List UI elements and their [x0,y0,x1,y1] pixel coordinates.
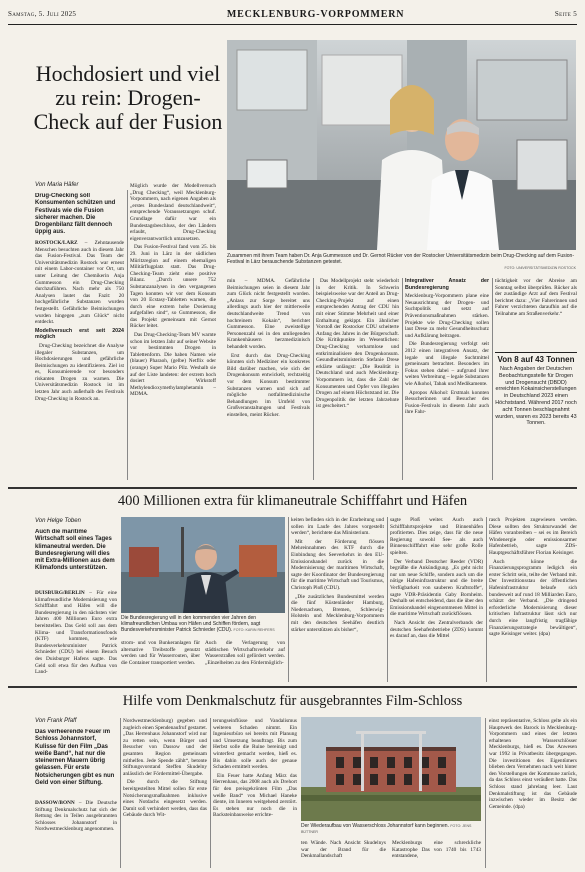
article1-headline: Hochdosiert und viel zu rein: Drogen-Check auf der Fusion [33,61,223,134]
article3-photo [301,717,481,821]
page-header [8,4,577,25]
article3-caption [301,823,481,835]
article2-author: Von Helge Toben [35,518,81,524]
article1-col1-p2: Drug-Checking bezeichnet die Analyse illegaler Substanzen, um Hochdosierungen und gefährliche Beimischungen zu identifizieren. Ziel ist es, Konsumierende vor besonders riskanten Drogen zu warnen. Die Universitätsmedizin Rostock ist im letzten Jahr auch außerhalb des Festivals Drug-Checking in Rostock an. [35,342,124,402]
article1-col2-p2: Das Fusion-Festival fand vom 25. bis 29. Juni in Lärz in der südlichen Müritzregion auf einem ehemaligen Militärflugplatz statt. Das Drug-Checking-Team zieht eine positive Bilanz. „Durch unsere 752 Substanzanalysen in den vergangenen Tagen konnten wir vor dem Konsum von 20 Ecstasy-Tabletten warnen, die durch eine extrem hohe Dosierung aufgefallen sind“, so Gummesson, die das Projekt gemeinsam mit Gernot Rücker leitet. [130,244,216,330]
article1-infobox [495,352,577,463]
article2-col6 [489,517,577,682]
article3-caption-text: Der Wiederaufbau von Wasserschloss Johannstorf kann beginnen. [301,823,449,829]
article3-col2-p1: Nordwestmecklenburg) gegeben und zugleich einen Spendenaufruf gestartet. „Das Herrenhaus Johannstorf wird nur zu retten sein, wenn Bürger und Besucher von Dassow und der gesamten Region gemeinsam mithelfen. Jede Spende zählt“, betonte Stiftungsvorstand Steffen Skudelny anlässlich der Fördermittel-Übergabe. [123,718,207,777]
article1-col5 [405,278,489,480]
article2-col4-p1: keiten befinden sich in der Erarbeitung und sollen im Laufe des Jahres vorgestellt werden“, berichtete das Ministerium. [291,517,384,537]
article2-col5-p3: Nach Ansicht des Zentralverbands der deutschen Seehafenbetriebe (ZDS) kommt es darauf an, dass die Mittel [390,619,483,640]
article3-photo-credit: FOTO: JENS BÜTTNER [301,824,472,834]
minister-photo-illustration [121,517,285,613]
article3-col1-p1: – Die Deutsche Stiftung Denkmalschutz hat sich der Rettung des in Teilen ausgebrannten Schlosses Johannstorf in Nordwestmecklenburg angenommen. [35,800,117,833]
article1-col4-p1: Das Modellprojekt steht wiederholt in der Kritik. In Schwerin beispielsweise war der Anteil an Drug-Checking-Projekt auf einen entsprechenden Antrag der CDU hin mit einer Stimme Mehrheit und einer Enthaltung gekippt. Ein ähnlicher Vorstoß der Rostocker CDU scheiterte Anfang des Jahres in der Bürgerschaft. Die Kritikpunkte im Wesentlichen: Drug-Checking verharmlose und entkriminalisiere den Drogenkonsum. Gesundheitsministerin Stefanie Drese erklärte unlängst: „Die Realität in Deutschland und auch Mecklenburg-Vorpommern ist, dass die Zahl der Konsumenten und Opfer von illegalen Drogen auf einem Höchststand ist. Die Drogenpolitik der letzten Jahrzehnte ist gescheitert.“ [316,278,399,410]
article2-col3 [205,640,285,682]
article2-col6-p2: Auch könne die Finanzierungsprogramm ledigich ein erster Schritt sein, teilte der Verband mit. Der Investitionsstau der öffentlichen Hafeninfrastruktur belaufe sich bundesweit auf rund 18 Milliarden Euro, schätzt der Verband. „Die dringend erforderliche Modernisierung dieser kritischen Infrastruktur lässt sich nur durch eine langfristig tragfähige Finanzierungsstrategie bewältigen“, sagte Keisinger weiter. (dpa) [489,558,577,638]
article1-col3 [227,278,310,480]
article2-col5-p2: Der Verband Deutscher Reeder (VDR) begrüßte die Ankündigung. „Es geht nicht nur um neue Schiffe, sondern auch um die nötige Hafeninfrastruktur und die breite Verfügbarkeit von sauberen Kraftstoffe“, sagte VDR-Präsidentin Gaby Bornheim. Deshalb sei entscheidend, dass die über den Emissionshandel eingenommenen Mittel in die maritime Wirtschaft zurückflössen. [390,558,483,618]
lab-photo-illustration [227,40,576,250]
header-date: Samstag, 5. Juli 2025 [8,10,77,18]
article2-col1-p1: – Für eine klimafreundliche Modernisierung von Schifffahrt und Häfen will die Bundesregierung in den nächsten vier Jahren 400 Millionen Euro extra bereitstellen. Das Geld soll aus dem Klima- und Transformationsfonds (KTF) kommen, wie Bundesverkehrsminister Patrick Schnieder (CDU) bei einem Besuch des Duisburger Hafens sagte. Das Geld soll etwa für den Aufbau von Land- [35,590,117,676]
article3-col5-p1: Mecklenburgs eine schreckliche Katastrophe Das von 1740 bis 1743 entstandene, [392,840,481,860]
article1-col6-p1: tüchtigkeit vor der Abreise am Sonntag selbst überprüfen. Rücker als der zuständige Arzt auf dem Festival berichtet dazu: „Vier Fahrerinnen und Fahrer verzichteten daraufhin auf die Teilnahme am Straßenverkehr.“ [495,278,577,317]
article1-col5-p3: Apropos Alkohol: Erstmals konnten Besucherinnen und Besucher des Fusion-Festivals in diesem Jahr auch ihre Fahr- [405,389,489,416]
article2-lead: Auch die maritime Wirtschaft soll eines Tages klimaneutral werden. Die Bundesregierung will dies mit Extra-Millionen aus dem Klimafonds unterstützen. [35,529,115,572]
article1-col5-p1: Mecklenburg-Vorpommern plane eine Neuausrichtung der Drogen- und Suchtpolitik und setzt auf Präventionsmaßnahmen stärken. Projekte wie Drug-Checking sollen laut Drese zu mehr Gesundheitsschutz und Aufklärung beitragen. [405,293,489,339]
article1-caption-text: Zusammen mit ihrem Team haben Dr. Anja Gummesson und Dr. Gernot Rücker von der Rostocker Universitätsmedizin beim Drug-Checking auf dem Fusion-Festival in Lärz berauschende Substanzen getestet. [227,253,574,265]
article1-col3-p1: min – MDMA. Gefährliche Beimischungen seien in diesem Jahr zum Glück nicht festgestellt worden. „Anlass zur Sorge bereitet uns allerdings auch hier der mittlerweile deutschlandweite Trend von hochreinem Kokain“, berichtet Gummesson. Eine zweistellige Personenzahl sei in den umliegenden Krankenhäusern herzmedizinisch behandelt worden. [227,278,310,350]
article3-col2 [123,718,207,868]
article3-col3 [213,718,297,868]
article2-col6-p1: rasch Projekten zugewiesen werden. Diese sollten den Strukturwandel der Häfen voranbreiben – sei es im Bereich Windenergie oder emissionsarmer Hafenbetrieb, sagte ZDS-Hauptgeschäftsführer Florian Keisinger. [489,517,577,556]
article3-col2-p2: Die durch die Stiftung bereitgestellten Mittel sollen für erste Notsicherungsmaßnahmen inklusive eines Notdachs eingesetzt werden. Damit soll verhindert werden, dass das Gebäude durch Wit- [123,779,207,819]
article3-col6-p1: einst repräsentative, Schloss gelte als ein Hauptwerk des Barock in Mecklenburg-Vorpommern und eines der letzten erhaltenen Wasserschlösser Mecklenburgs, hieß es. Das Anwesen war 1992 in Privatbesitz übergegangen. Die investitionen des Eigentümers blieben dem Vernehmen nach weit hinter den Vorstellungen der Kommune zurück, da das Schloss einst veräußert hatte. Das Schloss stand jahrelang leer. Laut Denkmalstiftung ist das Gebäude inzwischen wieder im Besitz der Gemeinde. (dpa) [489,718,577,810]
article3-col5 [392,840,481,868]
article1-col1 [35,240,124,480]
article1-author: Von Maria Häfer [35,182,79,188]
article2-col2 [121,640,200,682]
infobox-text: Nach Angaben der Deutschen Beobachtungsstelle für Drogen und Drogensucht (DBDD) erreichten Kokainsicherstellungen in Deutschland 2023 einen Höchststand. Während 2017 noch acht Tonnen beschlagnahmt wurden, waren es 2023 bereits 43 Tonnen. [495,366,577,427]
article1-col1-p1: – Zehntausende Menschen besuchten auch in diesem Jahr das Fusion-Festival. Das Team der Universitätsmedizin Rostock war erneut mit einem Labor-container vor Ort, um unter Leitung der Chemikerin Anja Gummesson ein Drug-Checking durchzuführen. Nach mehr als 750 Analysen lautet das Fazit: 20 hochgefährliche Substanzen wurden festgestellt. Gefährliche Beimischungen wurden hingegen „zum Glück“ nicht entdeckt. [35,240,124,326]
article2-col5-p1: sagte Ploß weiter. Auch auch Schifffahrtsprojekte und Binnenhäfen profitierten. Dies zeige, dass für die neue Regierung sowohl See- als auch Binnenschifffahrt eine sehr große Rolle spielten. [390,517,483,556]
article3-col4-p1: ten Wände. Nach Ansicht Skudelnys war der Brand für die Denkmallandschaft [301,840,386,860]
article3-col3-p2: Ein Feuer hatte Anfang März das Herrenhaus, das 2008 auch als Drehort für den preisgekrönten Film „Das weiße Band“ von Michael Haneke diente, im Inneren weitgehend zerstört. Es stehen nur noch die in Backsteinbauweise errichte- [213,772,297,819]
article3-col3-p1: terungseinflüsse und Vandalismus weiteren Schaden nimmt. Ein Ingenieurbüro sei bereits mit Planung und Umsetzung beauftragt. Bis zum Herbst solle die Ruine bereinigt und winterfest gemacht werden, hieß es. Bis dahin solle auch der genaue Schaden ermittelt werden. [213,718,297,771]
article1-col4 [316,278,399,480]
article1-photo-credit: FOTO: UNIVERSITÄTSMEDIZIN ROSTOCK [504,266,576,270]
article3-author: Von Frank Pfaff [35,718,77,724]
article2-col4-p3: „Die zusätzlichen Bundesmittel werden die fünf Küstenländer Hamburg, Niedersachsen, Bremen, Schleswig-Holstein und Mecklenburg-Vorpommern mit den deutschen Seehäfen deutlich stärker unterstützen als bisher“, [291,593,384,633]
article2-col1 [35,590,117,682]
article1-dateline: ROSTOCK/LÄRZ [35,240,78,246]
article2-photo-credit: FOTO: KARIN REHFERS [233,628,275,632]
article1-col2-p3: Das Drug-Checking-Team MV warnte schon im letzten Jahr auf seiner Website vor bestimmten Drogen in Tablettenform. Die haben Namen wie (blauer) Pharaoh, (gelbe) Netflix oder (orange) Super Mario Pilz. Weshalb sie auf der Liste landeten: der extrem hoch dosiert Wirkstoff Methylendioxymethylamphetamin – MDMA. [130,332,216,398]
castle-photo-illustration [301,717,481,821]
article1-col2 [130,183,216,480]
article2-caption [121,615,285,633]
article2-dateline: DUISBURG/BERLIN [35,590,85,596]
article2-photo [121,517,285,613]
article1-col3-p2: Erst durch das Drug-Checking könnten sich Mediziner ein konkretes Bild darüber machen, wie sich der Drogenkonsum entwickelt, rechtzeitig vor dem Konsum bestimmter Substanzen warnen und sich auf mögliche notfallmedizinische Behandlungen im Umfeld von Großveranstaltungen und Festivals einstellen, meint Rücker. [227,352,310,418]
article1-photo [227,40,576,250]
article1-caption [227,253,576,271]
article3-col1 [35,800,117,868]
article3-lead: Das verheerende Feuer im Schloss Johannstorf, Kulisse für den Film „Das weiße Band“, hat nur die steinernen Mauern übrig gelassen. Für erste Notsicherungen gibt es nun Geld von einer Stiftung. [35,729,115,787]
article2-col4 [291,517,384,682]
article1-col1-subhead: Modellversuch erst seit 2024 möglich [35,327,124,341]
article3-headline: Hilfe vom Denkmalschutz für ausgebranntes Film-Schloss [122,693,463,709]
article1-lead: Drug-Checking soll Konsumenten schützen und Festivals wie die Fusion sicherer machen. Die Drogenbilanz fällt dennoch üppig aus. [35,193,116,236]
infobox-title: Von 8 auf 43 Tonnen [497,355,575,364]
article2-headline: 400 Millionen extra für klimaneutrale Schifffahrt und Häfen [117,493,468,509]
article3-col6 [489,718,577,868]
header-page-number: Seite 5 [554,10,577,18]
article1-col5-subhead: Integrativer Ansatz der Bundesregierung [405,278,489,291]
article3-dateline: DASSOW/BONN [35,800,75,806]
article1-col6 [495,278,577,330]
article1-col2-p1: Möglich wurde der Modellversuch „Drug Checking“, weil Mecklenburg-Vorpommern, nach eigenen Angaben als „erstes Bundesland deutschlandweit“, entsprechende Voraussetzungen schuf. Grundlage dafür war ein Bundestagsbeschluss, der den Ländern erlaubt, Drug-Checking eigenverantwortlich umzusetzen. [130,183,216,242]
header-region: MECKLENBURG-VORPOMMERN [226,8,405,20]
article2-col4-p2: Mit der Förderung flössen Mehreinnahmen des KTF durch die Einbindung des Seeverkehrs in den EU-Emissionshandel zurück in die Modernisierung der maritimen Wirtschaft, sagte der Koordinator der Bundesregierung für die maritime Wirtschaft und Tourismus, Christoph Ploß (CDU). [291,538,384,591]
article2-col5 [390,517,483,682]
article1-col5-p2: Die Bundesregierung verfolgt seit 2012 einen integrativen Ansatz, der legale und illegale Suchtmittel gemeinsam betrachtet. Besonders im Fokus stehen dabei – aufgrund ihrer weiten Verbreitung – legale Substanzen wie Alkohol, Tabak und Medikamente. [405,341,489,387]
article2-col2-p1: strom- und von Bunkeranlagen für alternative Treibstoffe genutzt werden und für Wasserrouten, über die Container transportiert werden. [121,640,200,666]
article3-col4 [301,840,386,868]
article2-col3-p1: Auch die Verlagerung von städtischen Wirtschaftsverkehr auf Wasserstraßen soll gefördert werden. „Einzelheiten zu den Fördermöglich- [205,640,285,666]
article2-caption-text: Die Bundesregierung will in den kommenden vier Jahren den klimafreundlichen Umbau von Häfen und Schiffen fördern, sagt Bundesverkehrsminister Patrick Schnieder (CDU). [121,615,261,633]
